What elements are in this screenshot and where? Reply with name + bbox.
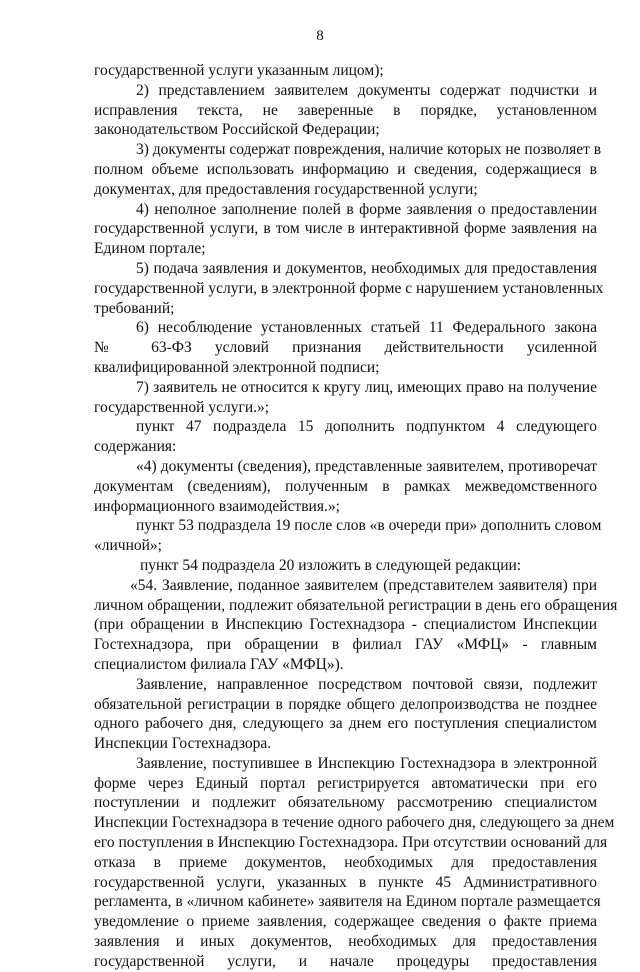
text-line: 4) неполное заполнение полей в форме заявления о предоставлении [136, 200, 597, 218]
text-line: «4) документы (сведения), представленные заявителем, противоречат [136, 457, 597, 475]
text-line: «54. Заявление, поданное заявителем (представителем заявителя) при [130, 576, 597, 594]
text-line: Едином портале; [94, 240, 206, 258]
text-line: личном обращении, подлежит обязательной регистрации в день его обращения [94, 596, 618, 614]
text-line: отказа в приеме документов, необходимых для предоставления [94, 853, 597, 871]
text-line: специалистом филиала ГАУ «МФЦ»). [94, 655, 344, 673]
text-line: заявления и иных документов, необходимых для предоставления [94, 933, 597, 951]
text-line: полном объеме использовать информацию и сведения, содержащиеся в [94, 160, 597, 178]
text-line: государственной услуги, в электронной форме с нарушением установленных [94, 279, 604, 297]
text-line: содержания: [94, 438, 177, 456]
page-number: 8 [316, 28, 324, 44]
text-line: требований; [94, 299, 175, 317]
text-line: пункт 53 подраздела 19 после слов «в очереди при» дополнить словом [136, 517, 602, 535]
text-line: поступлении и подлежит обязательному рассмотрению специалистом [94, 794, 597, 812]
text-line: пункт 47 подраздела 15 дополнить подпунктом 4 следующего [136, 418, 597, 436]
text-line: 6) несоблюдение установленных статьей 11 Федерального закона [136, 319, 597, 337]
text-line: документам (сведениям), полученным в рамках межведомственного [94, 477, 597, 495]
text-line: его поступления в Инспекцию Гостехнадзора. При отсутствии оснований для [94, 834, 608, 852]
text-line: документах, для предоставления государственной услуги; [94, 180, 478, 198]
text-line: Заявление, поступившее в Инспекцию Гостехнадзора в электронной [136, 754, 597, 772]
text-line: государственной услуги, в том числе в интерактивной форме заявления на [94, 220, 597, 238]
text-line: 5) подача заявления и документов, необходимых для предоставления [136, 259, 597, 277]
text-line: обязательной регистрации в порядке общего делопроизводства не позднее [94, 695, 597, 713]
text-line: Заявление, направленное посредством почтовой связи, подлежит [136, 675, 597, 693]
text-line: (при обращении в Инспекцию Гостехнадзора - специалистом Инспекции [94, 616, 597, 634]
text-line: № 63-ФЗ условий признания действительности усиленной [94, 339, 597, 357]
text-line: исправления текста, не заверенные в порядке, установленном [94, 101, 597, 119]
text-line: 3) документы содержат повреждения, наличие которых не позволяет в [136, 141, 602, 159]
document-body [94, 61, 618, 972]
text-line: Гостехнадзора, при обращении в филиал ГАУ «МФЦ» - главным [94, 636, 597, 654]
text-line: «личной»; [94, 537, 162, 555]
text-line: законодательством Российской Федерации; [94, 121, 380, 139]
text-line: форме через Единый портал регистрируется автоматически при его [94, 774, 597, 792]
text-line: 2) представлением заявителем документы содержат подчистки и [136, 81, 597, 99]
text-line: Инспекции Гостехнадзора. [94, 735, 272, 753]
text-line: регламента, в «личном кабинете» заявителя на Едином портале размещается [94, 893, 601, 911]
text-line: 7) заявитель не относится к кругу лиц, имеющих право на получение [136, 378, 597, 396]
text-line: государственной услуги, и начале процедуры предоставления [94, 952, 597, 970]
text-line: государственной услуги.»; [94, 398, 270, 416]
text-line: Инспекции Гостехнадзора в течение одного рабочего дня, следующего за днем [94, 814, 615, 832]
text-line: государственной услуги указанным лицом); [94, 62, 384, 79]
text-line: государственной услуги, указанных в пункте 45 Административного [94, 873, 597, 891]
text-line: квалифицированной электронной подписи; [94, 358, 380, 376]
text-line: пункт 54 подраздела 20 изложить в следующей редакции: [140, 556, 522, 574]
text-line: одного рабочего дня, следующего за днем его поступления специалистом [94, 715, 597, 733]
text-line: уведомление о приеме заявления, содержащее сведения о факте приема [94, 913, 597, 931]
text-line: информационного взаимодействия.»; [94, 497, 340, 515]
